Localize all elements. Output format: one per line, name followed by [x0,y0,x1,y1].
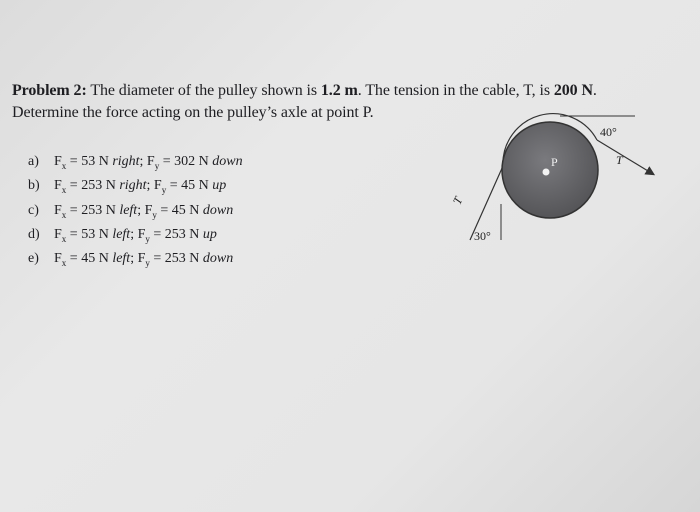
choice-d [28,225,243,249]
choice-text: $F_x = 253$ N right; $F_y = 45$ N up [54,178,227,196]
problem-line-2: Determine the force acting on the pulley’s axle at point P. [12,104,374,121]
choice-letter: d) [28,226,40,242]
choice-c [28,201,243,225]
problem-line-1 [12,80,692,102]
cable-right [597,140,653,174]
choice-text: $F_x = 53$ N left; $F_y = 253$ N up [54,226,217,244]
answer-choices [28,152,243,273]
pulley-diagram [440,100,680,260]
choice-a [28,152,243,176]
choice-text: $F_x = 253$ N left; $F_y = 45$ N down [54,202,234,220]
point-label: P [551,155,558,169]
tension-label-right: T [616,153,623,167]
choice-letter: c) [28,202,39,218]
axle-point [543,169,550,176]
angle-label-top: 40° [600,125,617,139]
tension-label-left: T [449,194,466,207]
pulley-wheel [502,122,598,218]
choice-e [28,249,243,273]
problem-text-3: . [592,82,597,99]
choice-text: $F_x = 45$ N left; $F_y = 253$ N down [54,251,234,268]
angle-label-bottom: 30° [474,229,491,243]
choice-letter: e) [28,251,39,267]
problem-text-1: The diameter of the pulley shown is [86,82,321,99]
problem-label: Problem 2: [12,82,87,99]
choice-b [28,176,243,200]
choice-text: $F_x = 53$ N right; $F_y = 302$ N down [54,154,243,171]
choice-letter: a) [28,154,39,169]
tension-value: 200 N [553,82,593,99]
diameter-value: 1.2 m [320,82,358,99]
choice-letter: b) [28,178,40,194]
problem-text-2: . The tension in the cable, T, is [357,82,554,99]
